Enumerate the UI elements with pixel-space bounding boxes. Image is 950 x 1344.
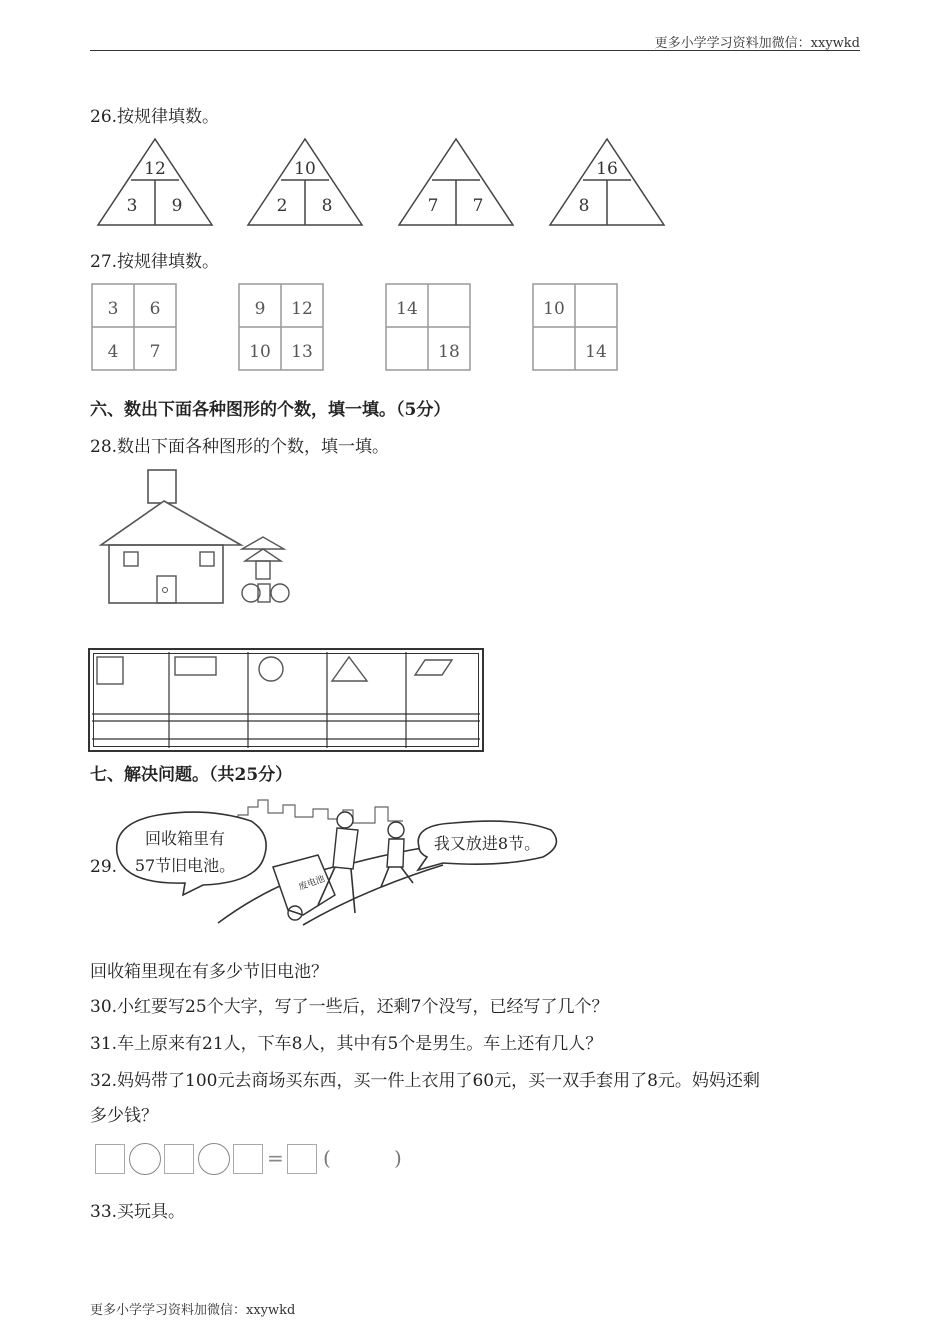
- page-footer: 更多小学学习资料加微信：xxywkd: [90, 1303, 296, 1318]
- grid-bottom-right: 14: [585, 342, 607, 362]
- triangle-icon: [332, 657, 367, 681]
- speech-left-line2: 57节旧电池。: [134, 856, 236, 875]
- q31-text: 31.车上原来有21人，下车8人，其中有5个是男生。车上还有几人？: [90, 1034, 603, 1054]
- operator-circle[interactable]: [129, 1143, 161, 1175]
- number-grid: [92, 284, 176, 370]
- answer-box[interactable]: [95, 1144, 125, 1174]
- grid-top-left: 9: [254, 299, 266, 319]
- number-triangle: [248, 139, 362, 225]
- grid-top-left: 10: [543, 299, 565, 319]
- q32-line2: 多少钱？: [90, 1106, 158, 1126]
- q27-grids: [90, 282, 630, 374]
- answer-box[interactable]: [233, 1144, 263, 1174]
- unit-paren-open: (: [323, 1146, 331, 1170]
- triangle-right-number: 7: [472, 196, 484, 216]
- page-header: 更多小学学习资料加微信：xxywkd: [654, 36, 860, 51]
- q26-title: 26.按规律填数。: [90, 107, 220, 127]
- equals-sign: =: [267, 1146, 284, 1170]
- number-triangle: [399, 139, 513, 225]
- triangle-top-number: 12: [144, 159, 166, 179]
- q29-question: 回收箱里现在有多少节旧电池？: [90, 962, 328, 982]
- unit-paren-close: ): [394, 1146, 402, 1170]
- house-figure: [95, 465, 305, 610]
- triangle-right-number: 8: [321, 196, 333, 216]
- q27-title: 27.按规律填数。: [90, 252, 220, 272]
- equation-template: [95, 1142, 415, 1178]
- grid-bottom-right: 7: [149, 342, 161, 362]
- q33-text: 33.买玩具。: [90, 1202, 186, 1222]
- grid-top-right: 6: [149, 299, 161, 319]
- grid-bottom-right: 18: [438, 342, 460, 362]
- number-grid: [533, 284, 617, 370]
- grid-top-right: 12: [291, 299, 313, 319]
- grid-bottom-left: 4: [107, 342, 119, 362]
- speech-left-line1: 回收箱里有: [144, 829, 226, 848]
- grid-top-left: 14: [396, 299, 418, 319]
- q30-text: 30.小红要写25个大字，写了一些后，还剩7个没写，已经写了几个？: [90, 997, 609, 1017]
- header-divider: [90, 50, 860, 51]
- speech-right: 我又放进8节。: [433, 834, 541, 853]
- triangle-left-number: 2: [276, 196, 288, 216]
- section-6-heading: 六、数出下面各种图形的个数，填一填。（5分）: [90, 400, 451, 420]
- rectangle-icon: [175, 657, 216, 675]
- grid-top-left: 3: [107, 299, 119, 319]
- circle-icon: [259, 657, 283, 681]
- number-grid: [386, 284, 470, 370]
- section-7-heading: 七、解决问题。（共25分）: [90, 765, 293, 785]
- answer-box[interactable]: [287, 1144, 317, 1174]
- parallelogram-icon: [415, 660, 452, 675]
- q26-triangles: [90, 135, 680, 230]
- triangle-left-number: 7: [427, 196, 439, 216]
- grid-bottom-right: 13: [291, 342, 313, 362]
- number-triangle: [98, 139, 212, 225]
- answer-box[interactable]: [164, 1144, 194, 1174]
- bin-label: 废电池: [297, 874, 327, 893]
- operator-circle[interactable]: [198, 1143, 230, 1175]
- triangle-top-number: 16: [596, 159, 618, 179]
- grid-bottom-left: 10: [249, 342, 271, 362]
- q32-line1: 32.妈妈带了100元去商场买东西，买一件上衣用了60元，买一双手套用了8元。妈妈还剩: [90, 1071, 760, 1091]
- battery-recycling-illustration: [113, 795, 563, 930]
- triangle-left-number: 3: [126, 196, 138, 216]
- triangle-right-number: 9: [171, 196, 183, 216]
- shape-table-lines: [88, 648, 484, 752]
- square-icon: [97, 657, 123, 684]
- triangle-left-number: 8: [578, 196, 590, 216]
- number-triangle: [550, 139, 664, 225]
- number-grid: [239, 284, 323, 370]
- q29-number: 29.: [90, 857, 118, 877]
- q28-title: 28.数出下面各种图形的个数，填一填。: [90, 437, 390, 457]
- triangle-top-number: 10: [294, 159, 316, 179]
